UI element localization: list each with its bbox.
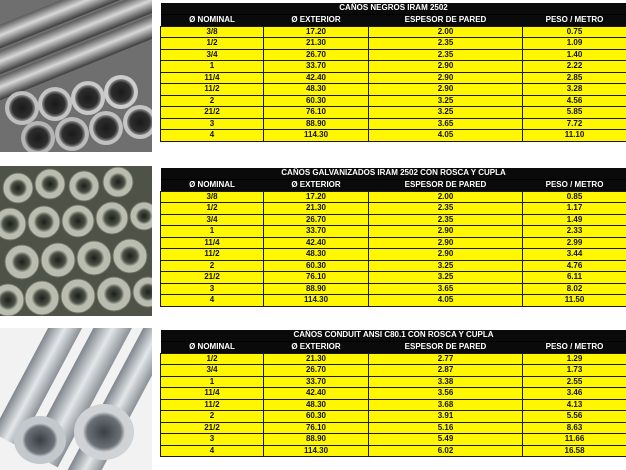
weight-cell: 1.17 bbox=[523, 203, 626, 215]
table-row bbox=[161, 434, 626, 446]
table-row bbox=[161, 61, 626, 73]
weight-cell: 11.66 bbox=[523, 434, 626, 446]
thickness-cell: 3.25 bbox=[369, 260, 523, 272]
nominal-cell: 3/4 bbox=[161, 49, 264, 61]
table-row bbox=[161, 203, 626, 215]
exterior-cell: 60.30 bbox=[264, 411, 369, 423]
table-row bbox=[161, 191, 626, 203]
weight-cell: 1.09 bbox=[523, 38, 626, 50]
exterior-cell: 48.30 bbox=[264, 249, 369, 261]
nominal-cell: 1 bbox=[161, 226, 264, 238]
thickness-cell: 2.90 bbox=[369, 249, 523, 261]
exterior-cell: 60.30 bbox=[264, 260, 369, 272]
thickness-cell: 2.00 bbox=[369, 191, 523, 203]
weight-cell: 11.10 bbox=[523, 130, 626, 142]
weight-cell: 2.99 bbox=[523, 237, 626, 249]
weight-cell: 6.11 bbox=[523, 272, 626, 284]
weight-cell: 2.33 bbox=[523, 226, 626, 238]
exterior-cell: 76.10 bbox=[264, 422, 369, 434]
exterior-cell: 33.70 bbox=[264, 226, 369, 238]
thickness-cell: 3.91 bbox=[369, 411, 523, 423]
exterior-cell: 114.30 bbox=[264, 130, 369, 142]
conduit-pipes-photo bbox=[0, 328, 152, 470]
nominal-cell: 3 bbox=[161, 118, 264, 130]
exterior-cell: 21.30 bbox=[264, 38, 369, 50]
weight-cell: 2.55 bbox=[523, 376, 626, 388]
nominal-cell: 21/2 bbox=[161, 107, 264, 119]
nominal-cell: 3/8 bbox=[161, 26, 264, 38]
nominal-cell: 1 bbox=[161, 61, 264, 73]
thickness-cell: 4.05 bbox=[369, 130, 523, 142]
thickness-cell: 3.68 bbox=[369, 399, 523, 411]
nominal-cell: 1/2 bbox=[161, 38, 264, 50]
column-header: Ø NOMINAL bbox=[161, 342, 264, 354]
exterior-cell: 42.40 bbox=[264, 237, 369, 249]
thickness-cell: 3.65 bbox=[369, 118, 523, 130]
table-row bbox=[161, 26, 626, 38]
nominal-cell: 11/4 bbox=[161, 388, 264, 400]
column-header: Ø EXTERIOR bbox=[264, 180, 369, 192]
thickness-cell: 2.87 bbox=[369, 365, 523, 377]
exterior-cell: 17.20 bbox=[264, 191, 369, 203]
weight-cell: 4.76 bbox=[523, 260, 626, 272]
table-row bbox=[161, 365, 626, 377]
column-header: PESO / METRO bbox=[523, 180, 626, 192]
black-steel-pipes-photo bbox=[0, 0, 152, 152]
table-row bbox=[161, 353, 626, 365]
weight-cell: 1.73 bbox=[523, 365, 626, 377]
table-row bbox=[161, 399, 626, 411]
exterior-cell: 48.30 bbox=[264, 84, 369, 96]
exterior-cell: 21.30 bbox=[264, 353, 369, 365]
thickness-cell: 3.25 bbox=[369, 107, 523, 119]
column-header: PESO / METRO bbox=[523, 342, 626, 354]
nominal-cell: 11/4 bbox=[161, 72, 264, 84]
table-galvanized-pipes bbox=[160, 168, 626, 307]
table-row bbox=[161, 249, 626, 261]
exterior-cell: 26.70 bbox=[264, 214, 369, 226]
column-header: ESPESOR DE PARED bbox=[369, 15, 523, 27]
table-row bbox=[161, 84, 626, 96]
table-title: CAÑOS NEGROS IRAM 2502 bbox=[161, 3, 626, 15]
table-row bbox=[161, 295, 626, 307]
nominal-cell: 3/4 bbox=[161, 365, 264, 377]
exterior-cell: 17.20 bbox=[264, 26, 369, 38]
thickness-cell: 2.90 bbox=[369, 61, 523, 73]
table-conduit-pipes bbox=[160, 330, 626, 457]
column-header: ESPESOR DE PARED bbox=[369, 180, 523, 192]
thickness-cell: 3.56 bbox=[369, 388, 523, 400]
table-row bbox=[161, 388, 626, 400]
exterior-cell: 26.70 bbox=[264, 365, 369, 377]
nominal-cell: 3 bbox=[161, 283, 264, 295]
weight-cell: 0.75 bbox=[523, 26, 626, 38]
exterior-cell: 114.30 bbox=[264, 295, 369, 307]
weight-cell: 1.49 bbox=[523, 214, 626, 226]
table-black-pipes bbox=[160, 3, 626, 142]
thickness-cell: 6.02 bbox=[369, 445, 523, 457]
nominal-cell: 1/2 bbox=[161, 203, 264, 215]
nominal-cell: 21/2 bbox=[161, 422, 264, 434]
thickness-cell: 3.65 bbox=[369, 283, 523, 295]
thickness-cell: 2.00 bbox=[369, 26, 523, 38]
exterior-cell: 114.30 bbox=[264, 445, 369, 457]
table-row bbox=[161, 376, 626, 388]
nominal-cell: 21/2 bbox=[161, 272, 264, 284]
thickness-cell: 4.05 bbox=[369, 295, 523, 307]
table-row bbox=[161, 118, 626, 130]
table-row bbox=[161, 226, 626, 238]
nominal-cell: 11/2 bbox=[161, 249, 264, 261]
table-row bbox=[161, 38, 626, 50]
thickness-cell: 3.25 bbox=[369, 272, 523, 284]
exterior-cell: 88.90 bbox=[264, 283, 369, 295]
thickness-cell: 5.49 bbox=[369, 434, 523, 446]
table-row bbox=[161, 422, 626, 434]
weight-cell: 3.28 bbox=[523, 84, 626, 96]
exterior-cell: 33.70 bbox=[264, 61, 369, 73]
thickness-cell: 2.35 bbox=[369, 203, 523, 215]
weight-cell: 2.85 bbox=[523, 72, 626, 84]
exterior-cell: 26.70 bbox=[264, 49, 369, 61]
weight-cell: 16.58 bbox=[523, 445, 626, 457]
weight-cell: 7.72 bbox=[523, 118, 626, 130]
weight-cell: 2.22 bbox=[523, 61, 626, 73]
nominal-cell: 11/4 bbox=[161, 237, 264, 249]
table-row bbox=[161, 272, 626, 284]
weight-cell: 4.13 bbox=[523, 399, 626, 411]
nominal-cell: 2 bbox=[161, 95, 264, 107]
weight-cell: 4.56 bbox=[523, 95, 626, 107]
weight-cell: 5.85 bbox=[523, 107, 626, 119]
exterior-cell: 48.30 bbox=[264, 399, 369, 411]
table-title: CAÑOS CONDUIT ANSI C80.1 CON ROSCA Y CUPLA bbox=[161, 330, 626, 342]
table-row bbox=[161, 283, 626, 295]
table-row bbox=[161, 260, 626, 272]
thickness-cell: 2.90 bbox=[369, 72, 523, 84]
column-header: Ø EXTERIOR bbox=[264, 15, 369, 27]
table-row bbox=[161, 237, 626, 249]
weight-cell: 5.56 bbox=[523, 411, 626, 423]
weight-cell: 8.02 bbox=[523, 283, 626, 295]
exterior-cell: 21.30 bbox=[264, 203, 369, 215]
weight-cell: 3.46 bbox=[523, 388, 626, 400]
exterior-cell: 88.90 bbox=[264, 118, 369, 130]
exterior-cell: 42.40 bbox=[264, 388, 369, 400]
column-header: PESO / METRO bbox=[523, 15, 626, 27]
thickness-cell: 2.35 bbox=[369, 49, 523, 61]
thickness-cell: 2.90 bbox=[369, 226, 523, 238]
table-title: CAÑOS GALVANIZADOS IRAM 2502 CON ROSCA Y CUPLA bbox=[161, 168, 626, 180]
nominal-cell: 4 bbox=[161, 295, 264, 307]
table-row bbox=[161, 411, 626, 423]
nominal-cell: 4 bbox=[161, 445, 264, 457]
table-row bbox=[161, 72, 626, 84]
exterior-cell: 33.70 bbox=[264, 376, 369, 388]
column-header: Ø NOMINAL bbox=[161, 15, 264, 27]
weight-cell: 8.63 bbox=[523, 422, 626, 434]
exterior-cell: 88.90 bbox=[264, 434, 369, 446]
nominal-cell: 1 bbox=[161, 376, 264, 388]
nominal-cell: 2 bbox=[161, 260, 264, 272]
thickness-cell: 3.38 bbox=[369, 376, 523, 388]
weight-cell: 1.29 bbox=[523, 353, 626, 365]
weight-cell: 3.44 bbox=[523, 249, 626, 261]
table-row bbox=[161, 49, 626, 61]
table-row bbox=[161, 95, 626, 107]
exterior-cell: 42.40 bbox=[264, 72, 369, 84]
exterior-cell: 76.10 bbox=[264, 272, 369, 284]
column-header: Ø EXTERIOR bbox=[264, 342, 369, 354]
thickness-cell: 2.90 bbox=[369, 84, 523, 96]
weight-cell: 1.40 bbox=[523, 49, 626, 61]
galvanized-threaded-pipes-photo bbox=[0, 166, 152, 316]
nominal-cell: 11/2 bbox=[161, 399, 264, 411]
exterior-cell: 76.10 bbox=[264, 107, 369, 119]
weight-cell: 0.85 bbox=[523, 191, 626, 203]
thickness-cell: 2.90 bbox=[369, 237, 523, 249]
nominal-cell: 1/2 bbox=[161, 353, 264, 365]
table-row bbox=[161, 214, 626, 226]
thickness-cell: 2.35 bbox=[369, 38, 523, 50]
nominal-cell: 3/8 bbox=[161, 191, 264, 203]
nominal-cell: 3 bbox=[161, 434, 264, 446]
thickness-cell: 2.77 bbox=[369, 353, 523, 365]
table-row bbox=[161, 130, 626, 142]
thickness-cell: 3.25 bbox=[369, 95, 523, 107]
nominal-cell: 2 bbox=[161, 411, 264, 423]
table-row bbox=[161, 107, 626, 119]
column-header: Ø NOMINAL bbox=[161, 180, 264, 192]
weight-cell: 11.50 bbox=[523, 295, 626, 307]
column-header: ESPESOR DE PARED bbox=[369, 342, 523, 354]
thickness-cell: 2.35 bbox=[369, 214, 523, 226]
nominal-cell: 11/2 bbox=[161, 84, 264, 96]
nominal-cell: 3/4 bbox=[161, 214, 264, 226]
exterior-cell: 60.30 bbox=[264, 95, 369, 107]
table-row bbox=[161, 445, 626, 457]
thickness-cell: 5.16 bbox=[369, 422, 523, 434]
nominal-cell: 4 bbox=[161, 130, 264, 142]
